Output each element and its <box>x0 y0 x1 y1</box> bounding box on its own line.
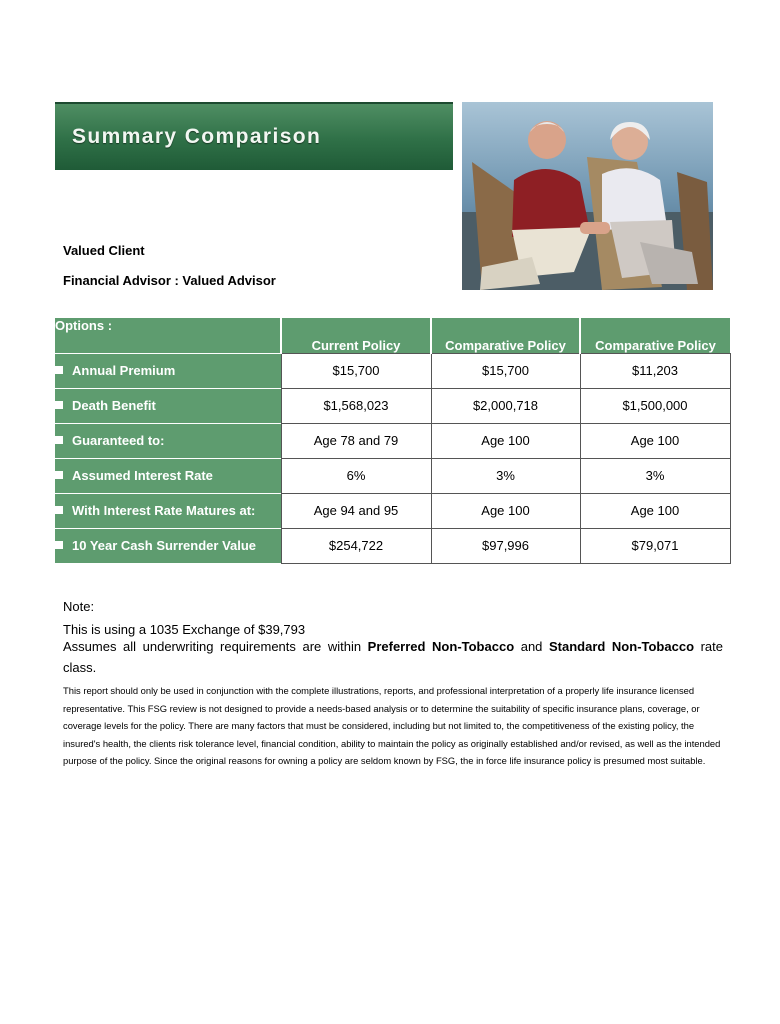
table-cell: Age 100 <box>431 493 580 528</box>
row-label: Assumed Interest Rate <box>55 458 281 493</box>
note-label: Note: <box>63 599 95 614</box>
table-cell: Age 94 and 95 <box>281 493 431 528</box>
table-cell: Age 78 and 79 <box>281 423 431 458</box>
row-label: With Interest Rate Matures at: <box>55 493 281 528</box>
row-label: Annual Premium <box>55 353 281 388</box>
table-cell: Age 100 <box>431 423 580 458</box>
comparison-table <box>55 318 731 564</box>
square-bullet-icon <box>55 506 63 514</box>
table-row <box>55 353 730 388</box>
client-name: Valued Client <box>63 243 145 258</box>
table-header-row <box>55 318 730 353</box>
table-cell: Age 100 <box>580 493 730 528</box>
table-row <box>55 528 730 563</box>
square-bullet-icon <box>55 401 63 409</box>
financial-advisor: Financial Advisor : Valued Advisor <box>63 273 276 288</box>
table-cell: $1,500,000 <box>580 388 730 423</box>
couple-photo <box>462 102 713 290</box>
square-bullet-icon <box>55 436 63 444</box>
exchange-note: This is using a 1035 Exchange of $39,793 <box>63 622 306 637</box>
row-label: Guaranteed to: <box>55 423 281 458</box>
table-cell: $97,996 <box>431 528 580 563</box>
table-cell: 3% <box>580 458 730 493</box>
table-cell: $1,568,023 <box>281 388 431 423</box>
table-cell: $2,000,718 <box>431 388 580 423</box>
table-row <box>55 423 730 458</box>
column-header: Comparative Policy <box>431 318 580 353</box>
column-header: Current Policy <box>281 318 431 353</box>
table-cell: $15,700 <box>281 353 431 388</box>
rate-class-standard: Standard Non-Tobacco <box>549 639 695 654</box>
options-header: Options : <box>55 318 281 353</box>
table-row <box>55 493 730 528</box>
square-bullet-icon <box>55 366 63 374</box>
table-cell: $15,700 <box>431 353 580 388</box>
disclaimer-text: This report should only be used in conjunction with the complete illustrations, reports, and professional interpretation of a properly life insurance licensed representative. This FSG review is not designed to provide a needs-based analysis or to determine the suitability of specific insurance plans, coverage, or coverage levels for the policy. There are many factors that must be considered, including but not limited to, the competitiveness of the existing policy, the insured's health, the clients risk tolerance level, financial condition, ability to maintain the policy as originally established and/or revised, as well as the intended purpose of the policy. Since the original reasons for owning a policy are seldom known by FSG, the in force life insurance policy is presumed most suitable. <box>63 685 721 766</box>
column-header: Comparative Policy <box>580 318 730 353</box>
page-title: Summary Comparison <box>72 125 322 148</box>
table-cell: $254,722 <box>281 528 431 563</box>
row-label: Death Benefit <box>55 388 281 423</box>
table-row <box>55 388 730 423</box>
table-cell: $79,071 <box>580 528 730 563</box>
table-cell: $11,203 <box>580 353 730 388</box>
table-cell: 6% <box>281 458 431 493</box>
row-label: 10 Year Cash Surrender Value <box>55 528 281 563</box>
table-cell: Age 100 <box>580 423 730 458</box>
underwriting-note: Assumes all underwriting requirements are within Preferred Non-Tobacco and Standard Non-Tobacco rate class. <box>63 639 723 675</box>
square-bullet-icon <box>55 541 63 549</box>
table-cell: 3% <box>431 458 580 493</box>
title-banner <box>55 102 453 170</box>
square-bullet-icon <box>55 471 63 479</box>
rate-class-preferred: Preferred Non-Tobacco <box>367 639 515 654</box>
table-row <box>55 458 730 493</box>
